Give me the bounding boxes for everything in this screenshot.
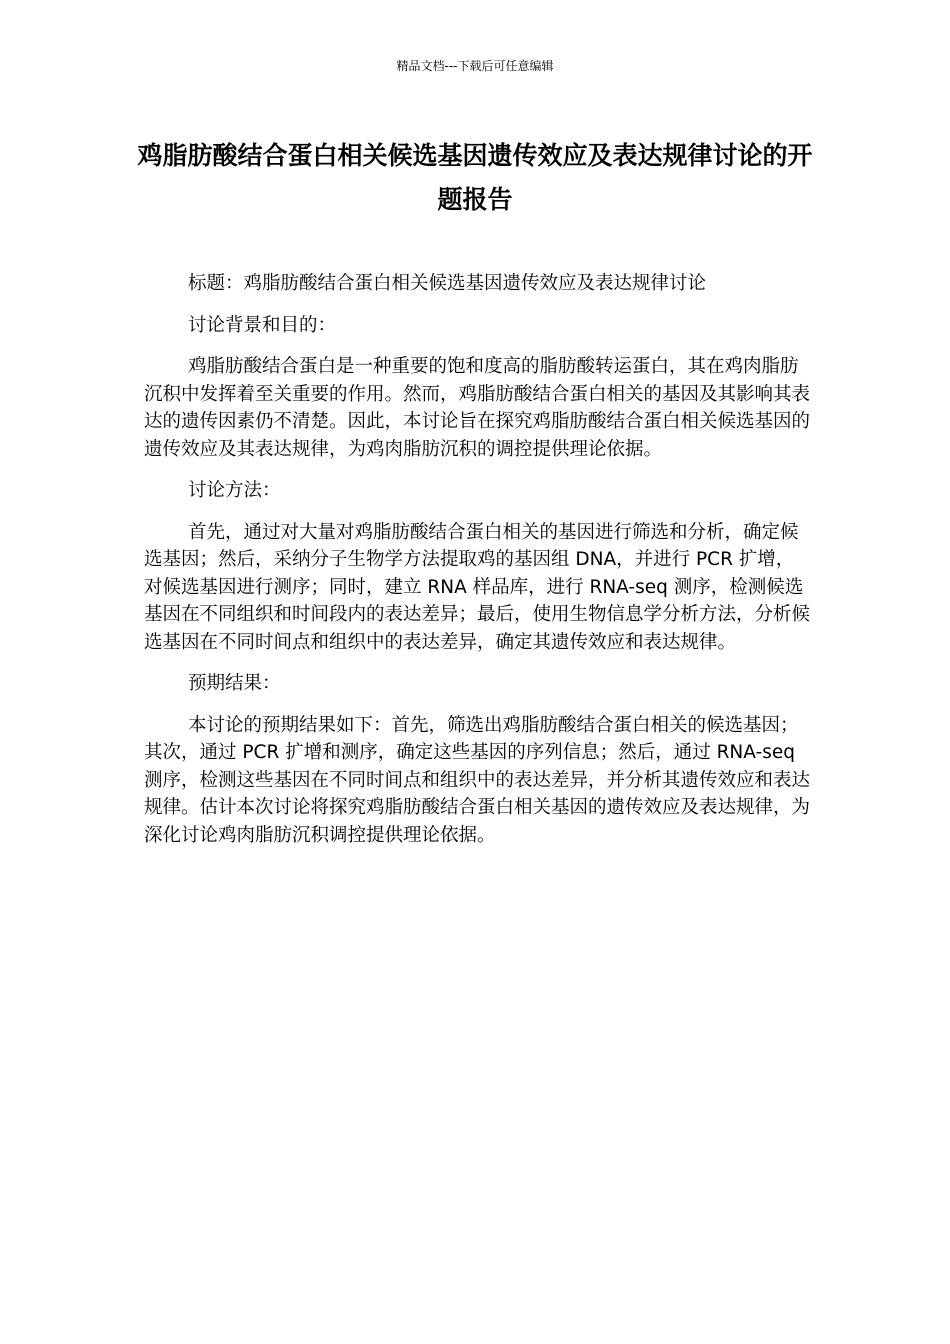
header-note: 精品文档---下载后可任意编辑 [396, 59, 554, 73]
paragraph-subject: 标题：鸡脂肪酸结合蛋白相关候选基因遗传效应及表达规律讨论 [188, 273, 707, 294]
document-title: 鸡脂肪酸结合蛋白相关候选基因遗传效应及表达规律讨论的开题报告 [137, 141, 813, 214]
heading-expected-results: 预期结果： [188, 673, 281, 694]
paragraph-methods: 首先，通过对大量对鸡脂肪酸结合蛋白相关的基因进行筛选和分析，确定候选基因；然后，采纳分子生物学方法提取鸡的基因组 DNA，并进行 PCR 扩增，对候选基因进行测序；同时，建立 RNA 样品库，进行 RNA-seq 测序，检测候选基因在不同组织和时间段内的表达差异；最后，使用生物信息学分析方法，分析候选基因在不同时间点和组织中的表达差异，确定其遗传效应和表达规律。 [144, 521, 811, 653]
paragraph-expected-results: 本讨论的预期结果如下：首先，筛选出鸡脂肪酸结合蛋白相关的候选基因；其次，通过 PCR 扩增和测序，确定这些基因的序列信息；然后，通过 RNA-seq 测序，检测这些基因在不同时间点和组织中的表达差异，并分析其遗传效应和表达规律。估计本次讨论将探究鸡脂肪酸结合蛋白相关基因的遗传效应及表达规律，为深化讨论鸡肉脂肪沉积调控提供理论依据。 [144, 714, 811, 846]
heading-background: 讨论背景和目的： [188, 314, 337, 336]
document-body [144, 270, 810, 849]
heading-methods: 讨论方法： [188, 480, 281, 501]
paragraph-background: 鸡脂肪酸结合蛋白是一种重要的饱和度高的脂肪酸转运蛋白，其在鸡肉脂肪沉积中发挥着至关重要的作用。然而，鸡脂肪酸结合蛋白相关的基因及其影响其表达的遗传因素仍不清楚。因此，本讨论旨在探究鸡脂肪酸结合蛋白相关候选基因的遗传效应及其表达规律，为鸡肉脂肪沉积的调控提供理论依据。 [144, 356, 811, 460]
